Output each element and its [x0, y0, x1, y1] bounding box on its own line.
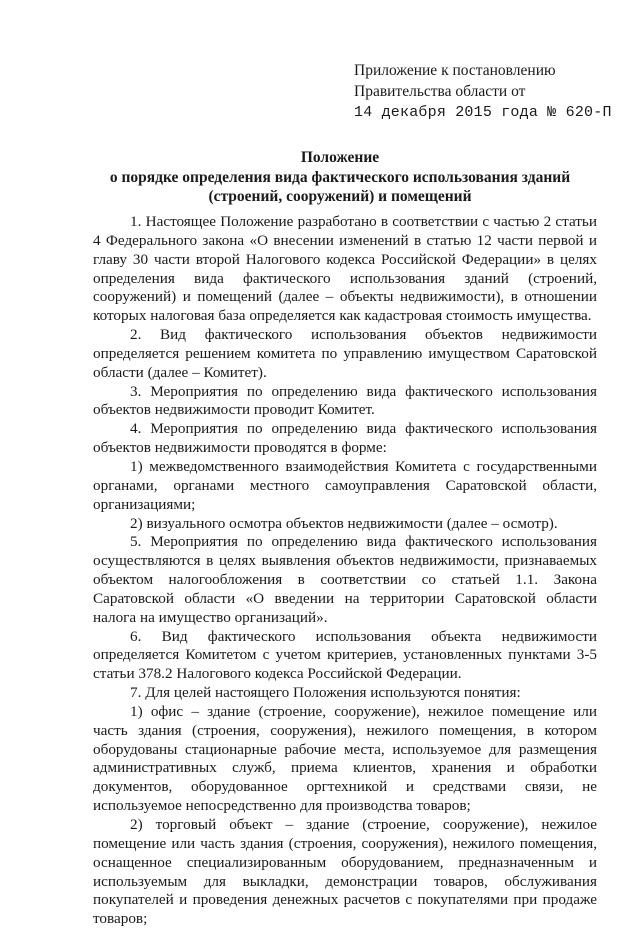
paragraph-4-item-2: 2) визуального осмотра объектов недвижимости (далее – осмотр). — [130, 514, 558, 532]
appendix-line-2: Правительства области от — [354, 83, 526, 100]
paragraph-7-item-1: 1) офис – здание (строение, сооружение), нежилое помещение или часть здания (строения, сооружения), нежилого помещения, в котором оборудованы стационарные рабочие места, используемое для размещения административных служб, приема клиентов, хранения и обработки документов, оборудованное оргтехникой и средствами связи, не используемое непосредственно для производства товаров; — [93, 702, 597, 815]
title-line-1: Положение — [300, 149, 380, 166]
paragraph-6: 6. Вид фактического использования объекта недвижимости определяется Комитетом с учетом критериев, установленных пунктами 3-5 статьи 378.2 Налогового кодекса Российской Федерации. — [93, 627, 597, 683]
title-line-2: о порядке определения вида фактического использования зданий — [109, 168, 571, 186]
paragraph-3: 3. Мероприятия по определению вида фактического использования объектов недвижимости проводит Комитет. — [93, 382, 597, 419]
appendix-header — [354, 60, 612, 123]
appendix-line-1: Приложение к постановлению — [354, 62, 556, 79]
paragraph-4-item-1: 1) межведомственного взаимодействия Комитета с государственными органами, органами местного самоуправления Саратовской области, организациями; — [93, 457, 597, 513]
document-body — [93, 213, 597, 929]
paragraph-5: 5. Мероприятия по определению вида фактического использования осуществляются в целях выявления объектов недвижимости, признаваемых объектом налогообложения в соответствии со статьей 1.1. Закона Саратовской области «О введении на территории Саратовской области налога на имущество организаций». — [93, 533, 597, 626]
paragraph-4: 4. Мероприятия по определению вида фактического использования объектов недвижимости проводятся в форме: — [93, 420, 597, 457]
paragraph-2: 2. Вид фактического использования объектов недвижимости определяется решением комитета по управлению имуществом Саратовской области (далее – Комитет). — [93, 326, 597, 381]
appendix-decree-date: 14 декабря 2015 года № 620-П — [354, 104, 612, 121]
document-title — [95, 148, 585, 207]
paragraph-7: 7. Для целей настоящего Положения используются понятия: — [130, 684, 521, 702]
paragraph-1: 1. Настоящее Положение разработано в соответствии с частью 2 статьи 4 Федерального закона «О внесении изменений в статью 12 части первой и главу 30 части второй Налогового кодекса Российской Федерации» в целях определения вида фактического использования зданий (строений, сооружений) и помещений (далее – объекты недвижимости), в отношении которых налоговая база определяется как кадастровая стоимость имущества. — [93, 213, 597, 325]
title-line-3: (строений, сооружений) и помещений — [208, 188, 472, 205]
paragraph-7-item-2: 2) торговый объект – здание (строение, сооружение), нежилое помещение или часть здания (строения, сооружения), нежилого помещения, оснащенное специализированным оборудованием, предназначенным и используемым для выкладки, демонстрации товаров, обслуживания покупателей и проведения денежных расчетов с покупателями при продаже товаров; — [93, 816, 597, 928]
